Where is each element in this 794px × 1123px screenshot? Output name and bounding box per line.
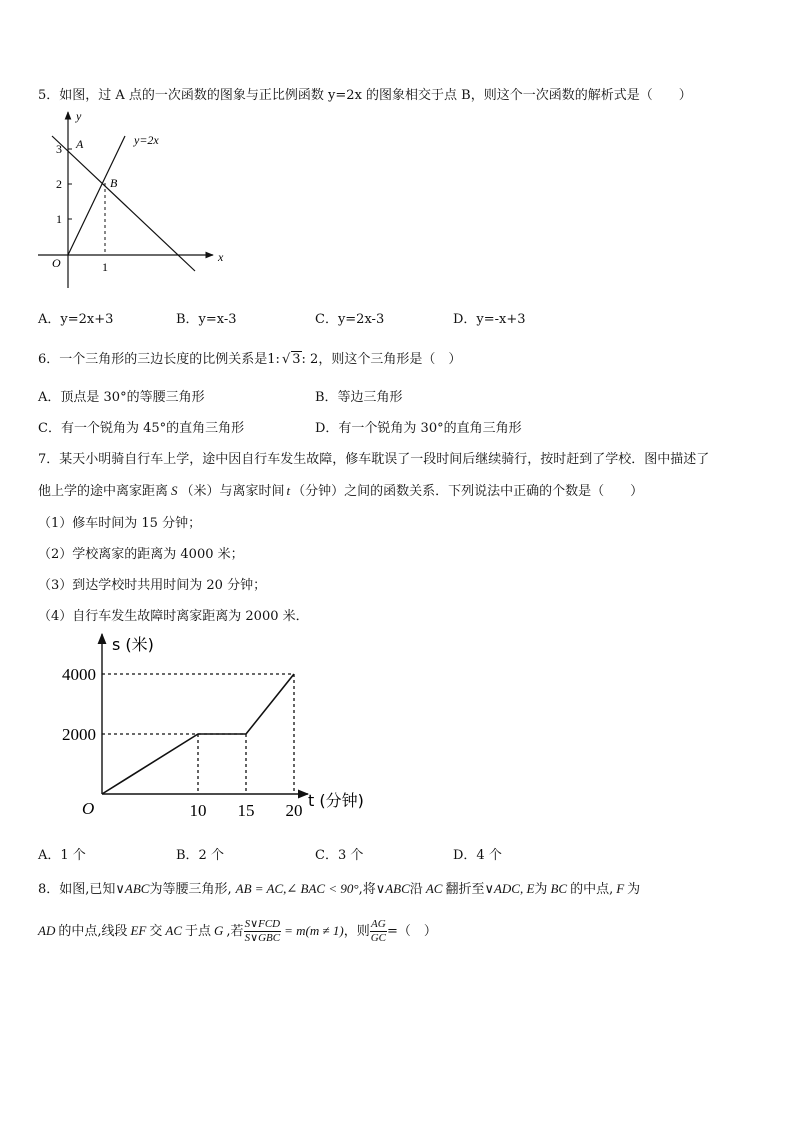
q8-l2-t1: 的中点,线段 <box>58 924 128 939</box>
q6-ratio-sqrt: 3 <box>292 352 301 367</box>
q5-point-b-label: B <box>110 176 118 190</box>
q7-stem-line1: 7．某天小明骑自行车上学，途中因自行车发生故障，修车耽误了一段时间后继续骑行，按时赶到了学校．图中描述了 <box>38 452 710 467</box>
q5-line-y2x <box>68 136 125 255</box>
q8-l2-m4: G <box>214 923 224 938</box>
q8-frac1-num: S∨FCD <box>244 918 281 930</box>
q7-statement-4: （4）自行车发生故障时离家距离为 2000 米． <box>38 609 309 624</box>
q8-l1-m1: ∨ABC <box>115 881 150 896</box>
q8-l1-m7: F <box>616 881 625 896</box>
q6-stem-prefix: 6．一个三角形的三边长度的比例关系是 <box>38 352 268 367</box>
q8-l2-t3: 于点 <box>185 924 212 939</box>
q5-tick-3: 3 <box>56 142 62 156</box>
q8-l2-t6: =（ ） <box>387 924 437 939</box>
q7-var-t: t <box>286 483 291 498</box>
q7-xtick-20: 20 <box>285 801 303 820</box>
q8-l1-t6: 为 <box>534 882 548 897</box>
q6-stem-suffix: ，则这个三角形是（ ） <box>318 352 462 367</box>
q7-chart <box>40 630 380 830</box>
q5-option-d: D．y=-x+3 <box>453 312 526 327</box>
q7-ytick-2000: 2000 <box>62 725 96 744</box>
q7-statement-2: （2）学校离家的距离为 4000 米； <box>38 547 244 562</box>
q6-option-a: A．顶点是 30°的等腰三角形 <box>38 390 205 405</box>
q5-stem: 5．如图，过 A 点的一次函数的图象与正比例函数 y=2x 的图象相交于点 B，则这个一次函数的解析式是（ ） <box>38 88 692 103</box>
q8-l2-t5: ，则 <box>343 924 370 939</box>
q7-origin-label: O <box>82 799 95 818</box>
q6-ratio-a: 1: <box>267 352 280 367</box>
q7-xtick-15: 15 <box>237 801 255 820</box>
q8-frac2-num: AG <box>371 918 386 930</box>
q8-l2-m2: EF <box>130 923 147 938</box>
q7-statement-1: （1）修车时间为 15 分钟； <box>38 516 202 531</box>
q8-l1-t4: 沿 <box>409 882 423 897</box>
q5-axis-y-label: y <box>76 109 82 123</box>
q8-l1-t5: 翻折至 <box>445 882 485 897</box>
q7-statement-3: （3）到达学校时共用时间为 20 分钟； <box>38 578 267 593</box>
q7-stem-line2 <box>38 480 643 499</box>
q8-l1-m4: AC <box>425 881 443 896</box>
q8-frac2-den: GC <box>370 932 387 944</box>
q8-l1-t7: 的中点, <box>570 882 614 897</box>
q5-axis-x-label: x <box>218 250 224 264</box>
q5-point-a-label: A <box>76 137 84 151</box>
q5-line-ab <box>52 136 195 271</box>
q8-l2-t4: ,若 <box>226 924 244 939</box>
q7-option-d: D．4 个 <box>453 848 502 863</box>
q5-option-a: A．y=2x+3 <box>38 312 114 327</box>
q6-option-d: D．有一个锐角为 30°的直角三角形 <box>315 421 522 436</box>
q7-option-a: A．1 个 <box>38 848 86 863</box>
q8-l1-m5: ∨ADC, E <box>484 881 535 896</box>
q7-stem-part-a: 他上学的途中离家距离 <box>38 484 169 499</box>
q8-l1-m6: BC <box>550 881 568 896</box>
q5-origin-label: O <box>52 256 61 270</box>
q7-stem-part-b: （米）与离家时间 <box>180 484 285 499</box>
q7-ytick-4000: 4000 <box>62 665 96 684</box>
q5-graph <box>30 106 230 306</box>
q7-stem-part-c: （分钟）之间的函数关系．下列说法中正确的个数是（ ） <box>292 484 644 499</box>
q7-xtick-10: 10 <box>189 801 207 820</box>
q8-l1-t1: 8．如图,已知 <box>38 882 116 897</box>
q8-l1-t3: ,将 <box>358 882 376 897</box>
q8-l1-t8: 为 <box>627 882 641 897</box>
q5-option-b: B．y=x-3 <box>176 312 237 327</box>
q6-option-b: B．等边三角形 <box>315 390 403 405</box>
q6-stem: 6．一个三角形的三边长度的比例关系是1: √ 3: 2，则这个三角形是（ ） <box>38 352 462 367</box>
q8-l1-m2: AB = AC,∠ BAC < 90° <box>235 881 359 896</box>
q8-line2 <box>38 918 437 945</box>
q5-tick-1x: 1 <box>102 260 108 274</box>
q7-var-s: S <box>171 483 178 498</box>
q7-xlabel: t (分钟) <box>308 791 364 810</box>
q8-l2-t2: 交 <box>149 924 163 939</box>
q8-l2-m1: AD <box>38 923 56 938</box>
q7-option-b: B．2 个 <box>176 848 224 863</box>
q6-ratio-b: : 2 <box>301 352 319 367</box>
q8-fraction-areas <box>244 918 282 945</box>
q5-tick-2: 2 <box>56 177 62 191</box>
q8-l2-m3: AC <box>165 923 183 938</box>
q8-frac1-den: S∨GBC <box>244 932 281 944</box>
q5-line-label: y=2x <box>134 133 159 147</box>
q7-option-c: C．3 个 <box>315 848 364 863</box>
q8-fraction-ag-gc <box>370 918 387 945</box>
q8-l2-m5: = m(m ≠ 1) <box>284 923 344 938</box>
q5-tick-1y: 1 <box>56 212 62 226</box>
q8-line1 <box>38 878 640 897</box>
q8-l1-t2: 为等腰三角形, <box>149 882 232 897</box>
q8-l1-m3: ∨ABC <box>375 881 410 896</box>
q5-option-c: C．y=2x-3 <box>315 312 385 327</box>
q7-ylabel: s (米) <box>112 635 154 654</box>
q6-option-c: C．有一个锐角为 45°的直角三角形 <box>38 421 245 436</box>
